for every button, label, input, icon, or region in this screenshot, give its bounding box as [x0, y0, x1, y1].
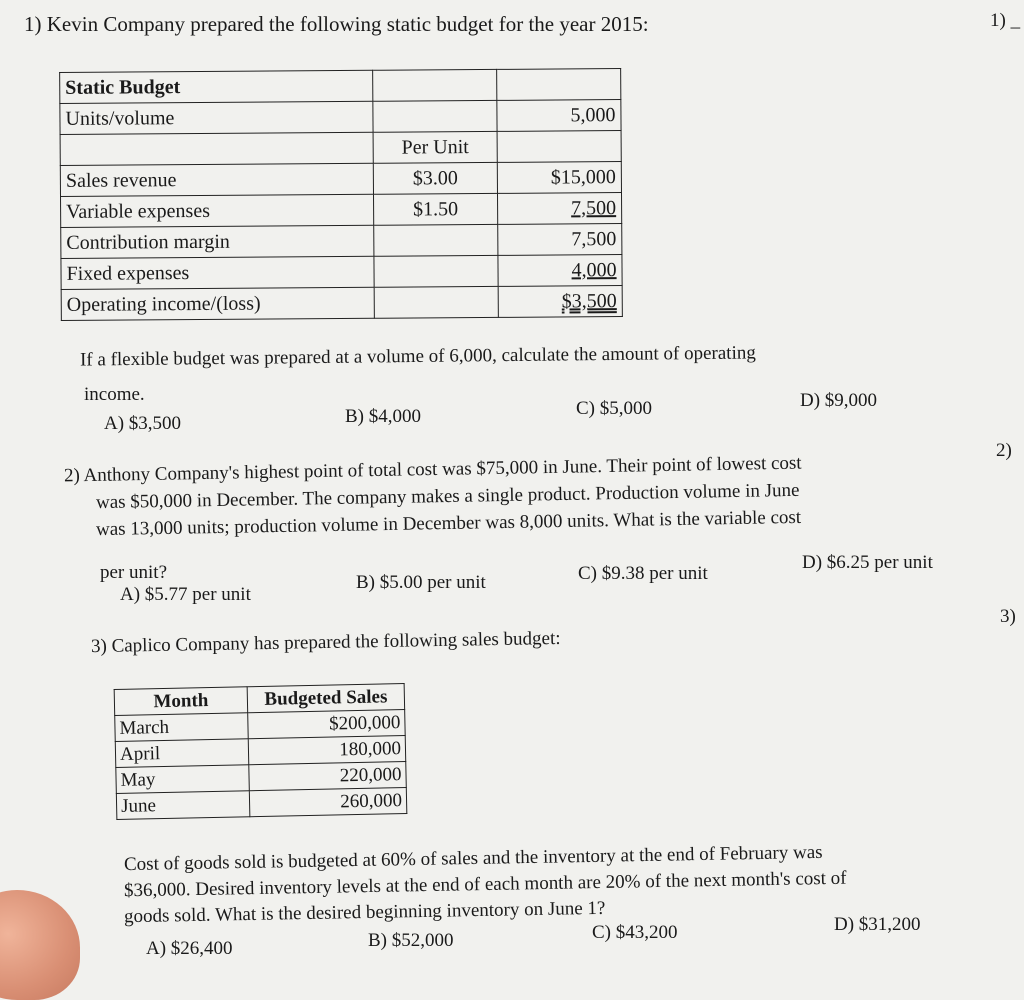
q1-choice-c[interactable]: C) $5,000 — [576, 398, 652, 419]
table-cell — [498, 286, 622, 318]
table-cell — [498, 255, 622, 287]
table-row — [61, 255, 622, 290]
table-cell — [497, 69, 621, 101]
row-per-unit — [374, 224, 498, 256]
row-per-unit: $3.00 — [373, 162, 497, 194]
table-cell — [497, 131, 621, 163]
units-label: Units/volume — [60, 101, 373, 134]
table-row — [61, 286, 622, 321]
table-row — [116, 787, 406, 819]
row-per-unit: $1.50 — [373, 193, 497, 225]
q2-choice-b[interactable]: B) $5.00 per unit — [356, 572, 486, 593]
row-label: Contribution margin — [61, 225, 374, 258]
q2-line2: was $50,000 in December. The company makes a single product. Production volume in June — [95, 479, 800, 514]
month-cell: May — [116, 765, 250, 794]
sales-cell: 220,000 — [249, 761, 407, 790]
units-value: 5,000 — [497, 100, 621, 132]
q2-line1: 2) Anthony Company's highest point of total cost was $75,000 in June. Their point of lowest cost — [63, 452, 802, 487]
q1-margin-number: 1) _ — [990, 10, 1021, 31]
q2-choice-c[interactable]: C) $9.38 per unit — [578, 563, 708, 584]
row-total: $3,500 — [561, 289, 617, 312]
q3-line3: goods sold. What is the desired beginning inventory on June 1? — [123, 897, 606, 928]
q3-line1: Cost of goods sold is budgeted at 60% of sales and the inventory at the end of February was — [123, 841, 823, 876]
table-row — [60, 69, 621, 104]
sales-header: Budgeted Sales — [247, 683, 405, 712]
month-cell: June — [116, 791, 250, 820]
q3-choice-d[interactable]: D) $31,200 — [834, 914, 921, 935]
sales-cell: 180,000 — [248, 735, 406, 764]
table-cell — [497, 193, 621, 225]
q1-question-line2: income. — [84, 384, 145, 405]
sales-budget-table — [114, 683, 408, 820]
q1-choice-d[interactable]: D) $9,000 — [800, 390, 878, 411]
finger-image — [0, 890, 80, 1000]
q3-margin-number: 3) — [1000, 606, 1016, 627]
table-cell — [373, 69, 497, 101]
table-row — [61, 193, 622, 228]
sales-cell: 260,000 — [249, 787, 407, 816]
month-cell: March — [115, 713, 249, 742]
q3-line2: $36,000. Desired inventory levels at the end of each month are 20% of the next month's cost of — [123, 867, 847, 902]
q2-margin-number: 2) — [996, 440, 1012, 461]
q3-choice-c[interactable]: C) $43,200 — [592, 922, 678, 943]
q1-title: 1) Kevin Company prepared the following static budget for the year 2015: — [24, 12, 649, 36]
q2-choice-a[interactable]: A) $5.77 per unit — [120, 584, 251, 605]
row-total: 7,500 — [498, 224, 622, 256]
table-cell — [60, 132, 373, 165]
q1-choice-a[interactable]: A) $3,500 — [104, 413, 182, 434]
table-cell — [373, 100, 497, 132]
month-cell: April — [115, 739, 249, 768]
row-label: Sales revenue — [60, 163, 373, 196]
table-row — [61, 224, 622, 259]
row-per-unit — [374, 255, 498, 287]
q2-line3: was 13,000 units; production volume in December was 8,000 units. What is the variable cost — [95, 506, 802, 541]
q1-choice-b[interactable]: B) $4,000 — [345, 406, 421, 427]
table-row — [60, 131, 621, 166]
month-header: Month — [114, 687, 248, 716]
table-title: Static Budget — [60, 70, 373, 103]
row-label: Fixed expenses — [61, 256, 374, 289]
q2-line4: per unit? — [100, 562, 168, 583]
row-label: Operating income/(loss) — [61, 287, 374, 320]
q1-question-line1: If a flexible budget was prepared at a volume of 6,000, calculate the amount of operating — [79, 342, 756, 371]
q3-choice-a[interactable]: A) $26,400 — [146, 938, 233, 959]
q3-choice-b[interactable]: B) $52,000 — [368, 930, 454, 951]
row-total: $15,000 — [497, 162, 621, 194]
row-total: 7,500 — [571, 196, 617, 219]
table-row — [60, 162, 621, 197]
static-budget-table — [59, 68, 623, 321]
row-total: 4,000 — [571, 258, 617, 281]
row-per-unit — [374, 286, 498, 318]
q3-title: 3) Caplico Company has prepared the following sales budget: — [90, 627, 561, 658]
row-label: Variable expenses — [61, 194, 374, 227]
q2-choice-d[interactable]: D) $6.25 per unit — [802, 552, 933, 573]
table-row — [60, 100, 621, 135]
sales-cell: $200,000 — [248, 709, 406, 738]
per-unit-header: Per Unit — [373, 131, 497, 163]
